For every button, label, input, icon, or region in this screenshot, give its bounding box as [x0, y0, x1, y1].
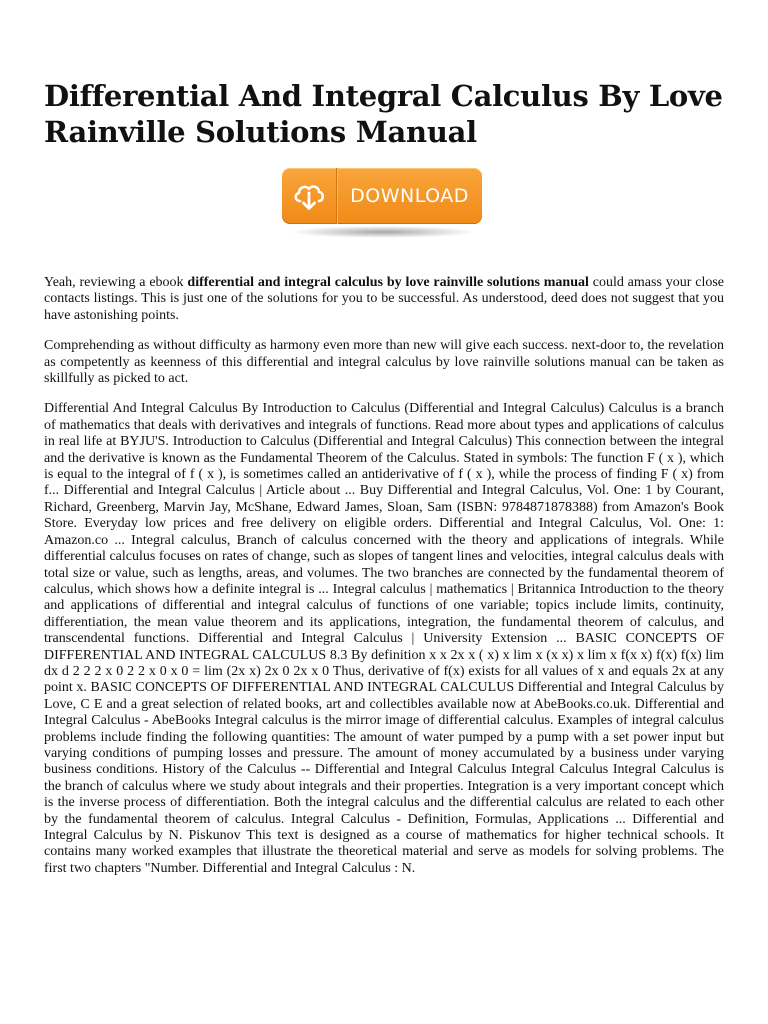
book-title-bold: differential and integral calculus by love rainville solutions manual	[187, 275, 589, 290]
document-page	[44, 78, 724, 876]
download-button[interactable]	[282, 168, 482, 224]
download-label: DOWNLOAD	[350, 185, 469, 207]
cloud-download-icon	[291, 178, 327, 214]
document-title: Differential And Integral Calculus By Love Rainville Solutions Manual	[44, 79, 723, 149]
paragraph-main: Differential And Integral Calculus By Introduction to Calculus (Differential and Integral Calculus) Calculus is a branch of mathematics that deals with derivatives and integrals of functions. Read more about types and applications of calculus in real life at BYJU'S. Introduction to Calculus (Differential and Integral Calculus) This connection between the integral and the derivative is known as the Fundamental Theorem of the Calculus. Stated in symbols: The function F ( x ), which is equal to the integral of f ( x ), is sometimes called an antiderivative of f ( x ), while the process of finding F ( x) from f... Differential and Integral Calculus | Article about ... Buy Differential and Integral Calculus, Vol. One: 1 by Courant, Richard, Greenberg, Marvin Jay, McShane, Edward James, Sloan, Sam (ISBN: 9784871878388) from Amazon's Book Store. Everyday low prices and free delivery on eligible orders. Differential and Integral Calculus, Vol. One: 1: Amazon.co ... Integral calculus, Branch of calculus concerned with the theory and applications of integrals. While differential calculus focuses on rates of change, such as slopes of tangent lines and velocities, integral calculus deals with total size or value, such as lengths, areas, and volumes. The two branches are connected by the fundamental theorem of calculus, which shows how a definite integral is ... Integral calculus | mathematics | Britannica Introduction to the theory and applications of differential and integral calculus of functions of one variable; topics include limits, continuity, differentiation, the mean value theorem and its applications, integration, the fundamental theorem of calculus, and transcendental functions. Differential and Integral Calculus | University Extension ... BASIC CONCEPTS OF DIFFERENTIAL AND INTEGRAL CALCULUS 8.3 By definition x x 2x x ( x) x lim x (x x) x lim x f(x x) f(x) f(x) lim dx d 2 2 2 x 0 2 2 x 0 x 0 = lim (2x x) 2x 0 2x x 0 Thus, derivative of f(x) exists for all values of x and equals 2x at any point x. BASIC CONCEPTS OF DIFFERENTIAL AND INTEGRAL CALCULUS Differential and Integral Calculus by Love, C E and a great selection of related books, art and collectibles available now at AbeBooks.co.uk. Differential and Integral Calculus - AbeBooks Integral calculus is the mirror image of differential calculus. Examples of integral calculus problems include finding the following quantities: The amount of water pumped by a pump with a set power input but varying conditions of pumping losses and pressure. The amount of money accumulated by a business under varying business conditions. History of the Calculus -- Differential and Integral Calculus Integral Calculus Integral Calculus is the branch of calculus where we study about integrals and their properties. Integration is a very important concept which is the inverse process of differentiation. Both the integral calculus and the differential calculus are related to each other by the fundamental theorem of calculus. Integral Calculus - Definition, Formulas, Applications ... Differential and Integral Calculus by N. Piskunov This text is designed as a course of mathematics for higher technical schools. It contains many worked examples that illustrate the theoretical material and serve as models for solving problems. The first two chapters "Number. Differential and Integral Calculus : N.	[44, 401, 724, 876]
download-area	[282, 168, 490, 240]
button-shadow	[290, 226, 476, 238]
paragraph-intro: Yeah, reviewing a ebook differential and integral calculus by love rainville solutions manual could amass your close contacts listings. This is just one of the solutions for you to be successful. As understood, deed does not suggest that you have astonishing points.	[44, 275, 724, 323]
body-text	[44, 275, 724, 891]
paragraph-comprehending: Comprehending as without difficulty as harmony even more than new will give each success. next-door to, the revelation as competently as keenness of this differential and integral calculus by love rainville solutions manual can be taken as skillfully as picked to act.	[44, 338, 724, 387]
download-icon-box	[282, 168, 337, 224]
